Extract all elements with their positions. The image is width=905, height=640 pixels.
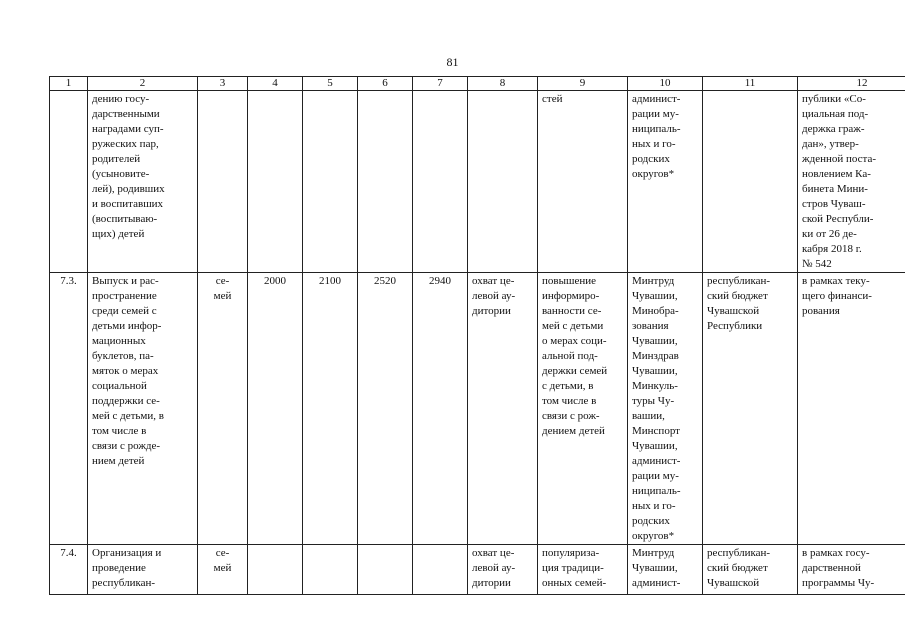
cell-text-line: наградами суп- [92,123,164,135]
page-number: 81 [446,55,459,69]
column-header: 5 [303,77,358,91]
table-cell-c2 [88,273,198,545]
cell-text-line: Выпуск и рас- [92,275,159,287]
cell-text-line: держки семей [542,365,608,377]
table-cell-c4 [248,545,303,595]
cell-text-line: левой ау- [472,562,516,574]
cell-text-line: держка граж- [802,123,865,135]
cell-text-line: мационных [92,335,146,347]
cell-text-line: Чувашии, [632,562,678,574]
cell-value: 2520 [374,275,396,287]
cell-text-line: рации му- [632,470,679,482]
cell-text-line: мей [213,290,232,302]
cell-text-line: кабря 2018 г. [802,243,862,255]
cell-text-line: ниципаль- [632,123,681,135]
table-cell-c1 [50,545,88,595]
cell-text-line: ция традици- [542,562,604,574]
cell-text-line: информиро- [542,290,600,302]
cell-text-line: и воспитавших [92,198,164,210]
column-header: 8 [468,77,538,91]
cell-text-line: циальная под- [802,108,869,120]
table-cell-c6 [358,545,413,595]
cell-text-line: бинета Мини- [802,183,868,195]
column-header: 11 [703,77,798,91]
cell-text-line: республикан- [707,275,771,287]
cell-text-line: дарственными [92,108,160,120]
cell-value: 2000 [264,275,286,287]
cell-text-line: связи с рож- [542,410,600,422]
cell-text-line: се- [215,275,230,287]
cell-text-line: Минкуль- [632,380,678,392]
cell-text-line: родских [632,153,670,165]
cell-text-line: программы Чу- [802,577,875,589]
cell-text-line: туры Чу- [632,395,675,407]
cell-text-line: округов* [632,168,675,180]
cell-text-line: 7.3. [60,275,77,287]
table-cell-c4 [248,273,303,545]
cell-text-line: детьми инфор- [92,320,162,332]
table-cell-c7 [413,273,468,545]
cell-text-line: Чувашии, [632,290,678,302]
cell-text-line: ных и го- [632,138,676,150]
table-cell-c10 [628,91,703,273]
table-cell-c10 [628,545,703,595]
cell-text-line: Минтруд [632,547,675,559]
column-header: 6 [358,77,413,91]
table-cell-c11 [703,545,798,595]
cell-text-line: ружеских пар, [92,138,159,150]
cell-text-line: ных и го- [632,500,676,512]
column-header: 7 [413,77,468,91]
table-cell-c8 [468,545,538,595]
cell-text-line: стей [542,93,563,105]
cell-value: 2100 [319,275,341,287]
cell-value: 2940 [429,275,451,287]
cell-text-line: зования [632,320,669,332]
column-header: 4 [248,77,303,91]
cell-text-line: вашии, [632,410,665,422]
header-row [50,77,905,91]
table-cell-c11 [703,91,798,273]
table-cell-c2 [88,91,198,273]
cell-text-line: щих) детей [92,228,145,240]
cell-text-line: поддержки се- [92,395,160,407]
cell-text-line: ниципаль- [632,485,681,497]
cell-text-line: ский бюджет [707,562,768,574]
table-cell-c8 [468,273,538,545]
table-cell-c3 [198,91,248,273]
cell-text-line: ский бюджет [707,290,768,302]
cell-text-line: популяриза- [542,547,600,559]
table-cell-c6 [358,273,413,545]
cell-text-line: дарственной [802,562,861,574]
cell-text-line: № 542 [802,258,832,270]
column-header: 9 [538,77,628,91]
table-cell-c9 [538,91,628,273]
cell-text-line: Чувашской [707,305,760,317]
column-header: 3 [198,77,248,91]
cell-text-line: охват це- [472,275,515,287]
cell-text-line: мяток о мерах [92,365,159,377]
table-cell-c9 [538,273,628,545]
cell-text-line: Минздрав [632,350,679,362]
table-row [50,91,905,273]
cell-text-line: с детьми, в [542,380,594,392]
cell-text-line: дению госу- [92,93,150,105]
cell-text-line: левой ау- [472,290,516,302]
cell-text-line: 7.4. [60,547,77,559]
cell-text-line: админист- [632,455,681,467]
cell-text-line: охват це- [472,547,515,559]
table-cell-c1 [50,273,88,545]
cell-text-line: (усыновите- [92,168,150,180]
cell-text-line: пространение [92,290,157,302]
cell-text-line: дитории [472,577,511,589]
cell-text-line: мей с детьми, в [92,410,164,422]
cell-text-line: том числе в [92,425,147,437]
cell-text-line: Республики [707,320,763,332]
cell-text-line: альной под- [542,350,598,362]
cell-text-line: Чувашии, [632,335,678,347]
cell-text-line: повышение [542,275,596,287]
table-cell-c9 [538,545,628,595]
cell-text-line: социальной [92,380,147,392]
cell-text-line: онных семей- [542,577,607,589]
cell-text-line: связи с рожде- [92,440,161,452]
table-cell-c3 [198,273,248,545]
cell-text-line: в рамках теку- [802,275,870,287]
cell-text-line: Чувашской [707,577,760,589]
cell-text-line: админист- [632,577,681,589]
cell-text-line: Чувашии, [632,365,678,377]
table-row [50,545,905,595]
cell-text-line: щего финанси- [802,290,872,302]
cell-text-line: проведение [92,562,146,574]
column-header: 1 [50,77,88,91]
cell-text-line: дитории [472,305,511,317]
table-cell-c8 [468,91,538,273]
table-cell-c5 [303,91,358,273]
cell-text-line: ки от 26 де- [802,228,857,240]
cell-text-line: рования [802,305,840,317]
cell-text-line: родских [632,515,670,527]
table-cell-c12 [798,273,905,545]
cell-text-line: публики «Со- [802,93,866,105]
cell-text-line: ванности се- [542,305,602,317]
cell-text-line: дением детей [542,425,605,437]
cell-text-line: республикан- [92,577,156,589]
cell-text-line: среди семей с [92,305,157,317]
table-cell-c6 [358,91,413,273]
cell-text-line: о мерах соци- [542,335,607,347]
table-cell-c3 [198,545,248,595]
cell-text-line: мей с детьми [542,320,604,332]
table-cell-c12 [798,91,905,273]
table-cell-c2 [88,545,198,595]
cell-text-line: том числе в [542,395,597,407]
cell-text-line: в рамках госу- [802,547,870,559]
cell-text-line: ской Республи- [802,213,874,225]
table-cell-c1 [50,91,88,273]
table-cell-c10 [628,273,703,545]
cell-text-line: жденной поста- [802,153,877,165]
table-cell-c5 [303,273,358,545]
cell-text-line: стров Чуваш- [802,198,866,210]
cell-text-line: (воспитываю- [92,213,158,225]
cell-text-line: мей [213,562,232,574]
column-header: 12 [798,77,905,91]
cell-text-line: республикан- [707,547,771,559]
table-cell-c12 [798,545,905,595]
cell-text-line: родителей [92,153,141,165]
cell-text-line: буклетов, па- [92,350,154,362]
cell-text-line: лей), родивших [92,183,165,195]
document-table [49,76,905,595]
cell-text-line: админист- [632,93,681,105]
cell-text-line: новлением Ка- [802,168,871,180]
table-cell-c4 [248,91,303,273]
table-cell-c7 [413,545,468,595]
cell-text-line: нием детей [92,455,145,467]
cell-text-line: дан», утвер- [802,138,859,150]
cell-text-line: Организация и [92,547,162,559]
cell-text-line: се- [215,547,230,559]
column-header: 10 [628,77,703,91]
cell-text-line: Чувашии, [632,440,678,452]
table-cell-c11 [703,273,798,545]
cell-text-line: Минобра- [632,305,679,317]
cell-text-line: округов* [632,530,675,542]
table-cell-c5 [303,545,358,595]
column-header: 2 [88,77,198,91]
cell-text-line: Минспорт [632,425,680,437]
table-cell-c7 [413,91,468,273]
cell-text-line: Минтруд [632,275,675,287]
table-row [50,273,905,545]
cell-text-line: рации му- [632,108,679,120]
